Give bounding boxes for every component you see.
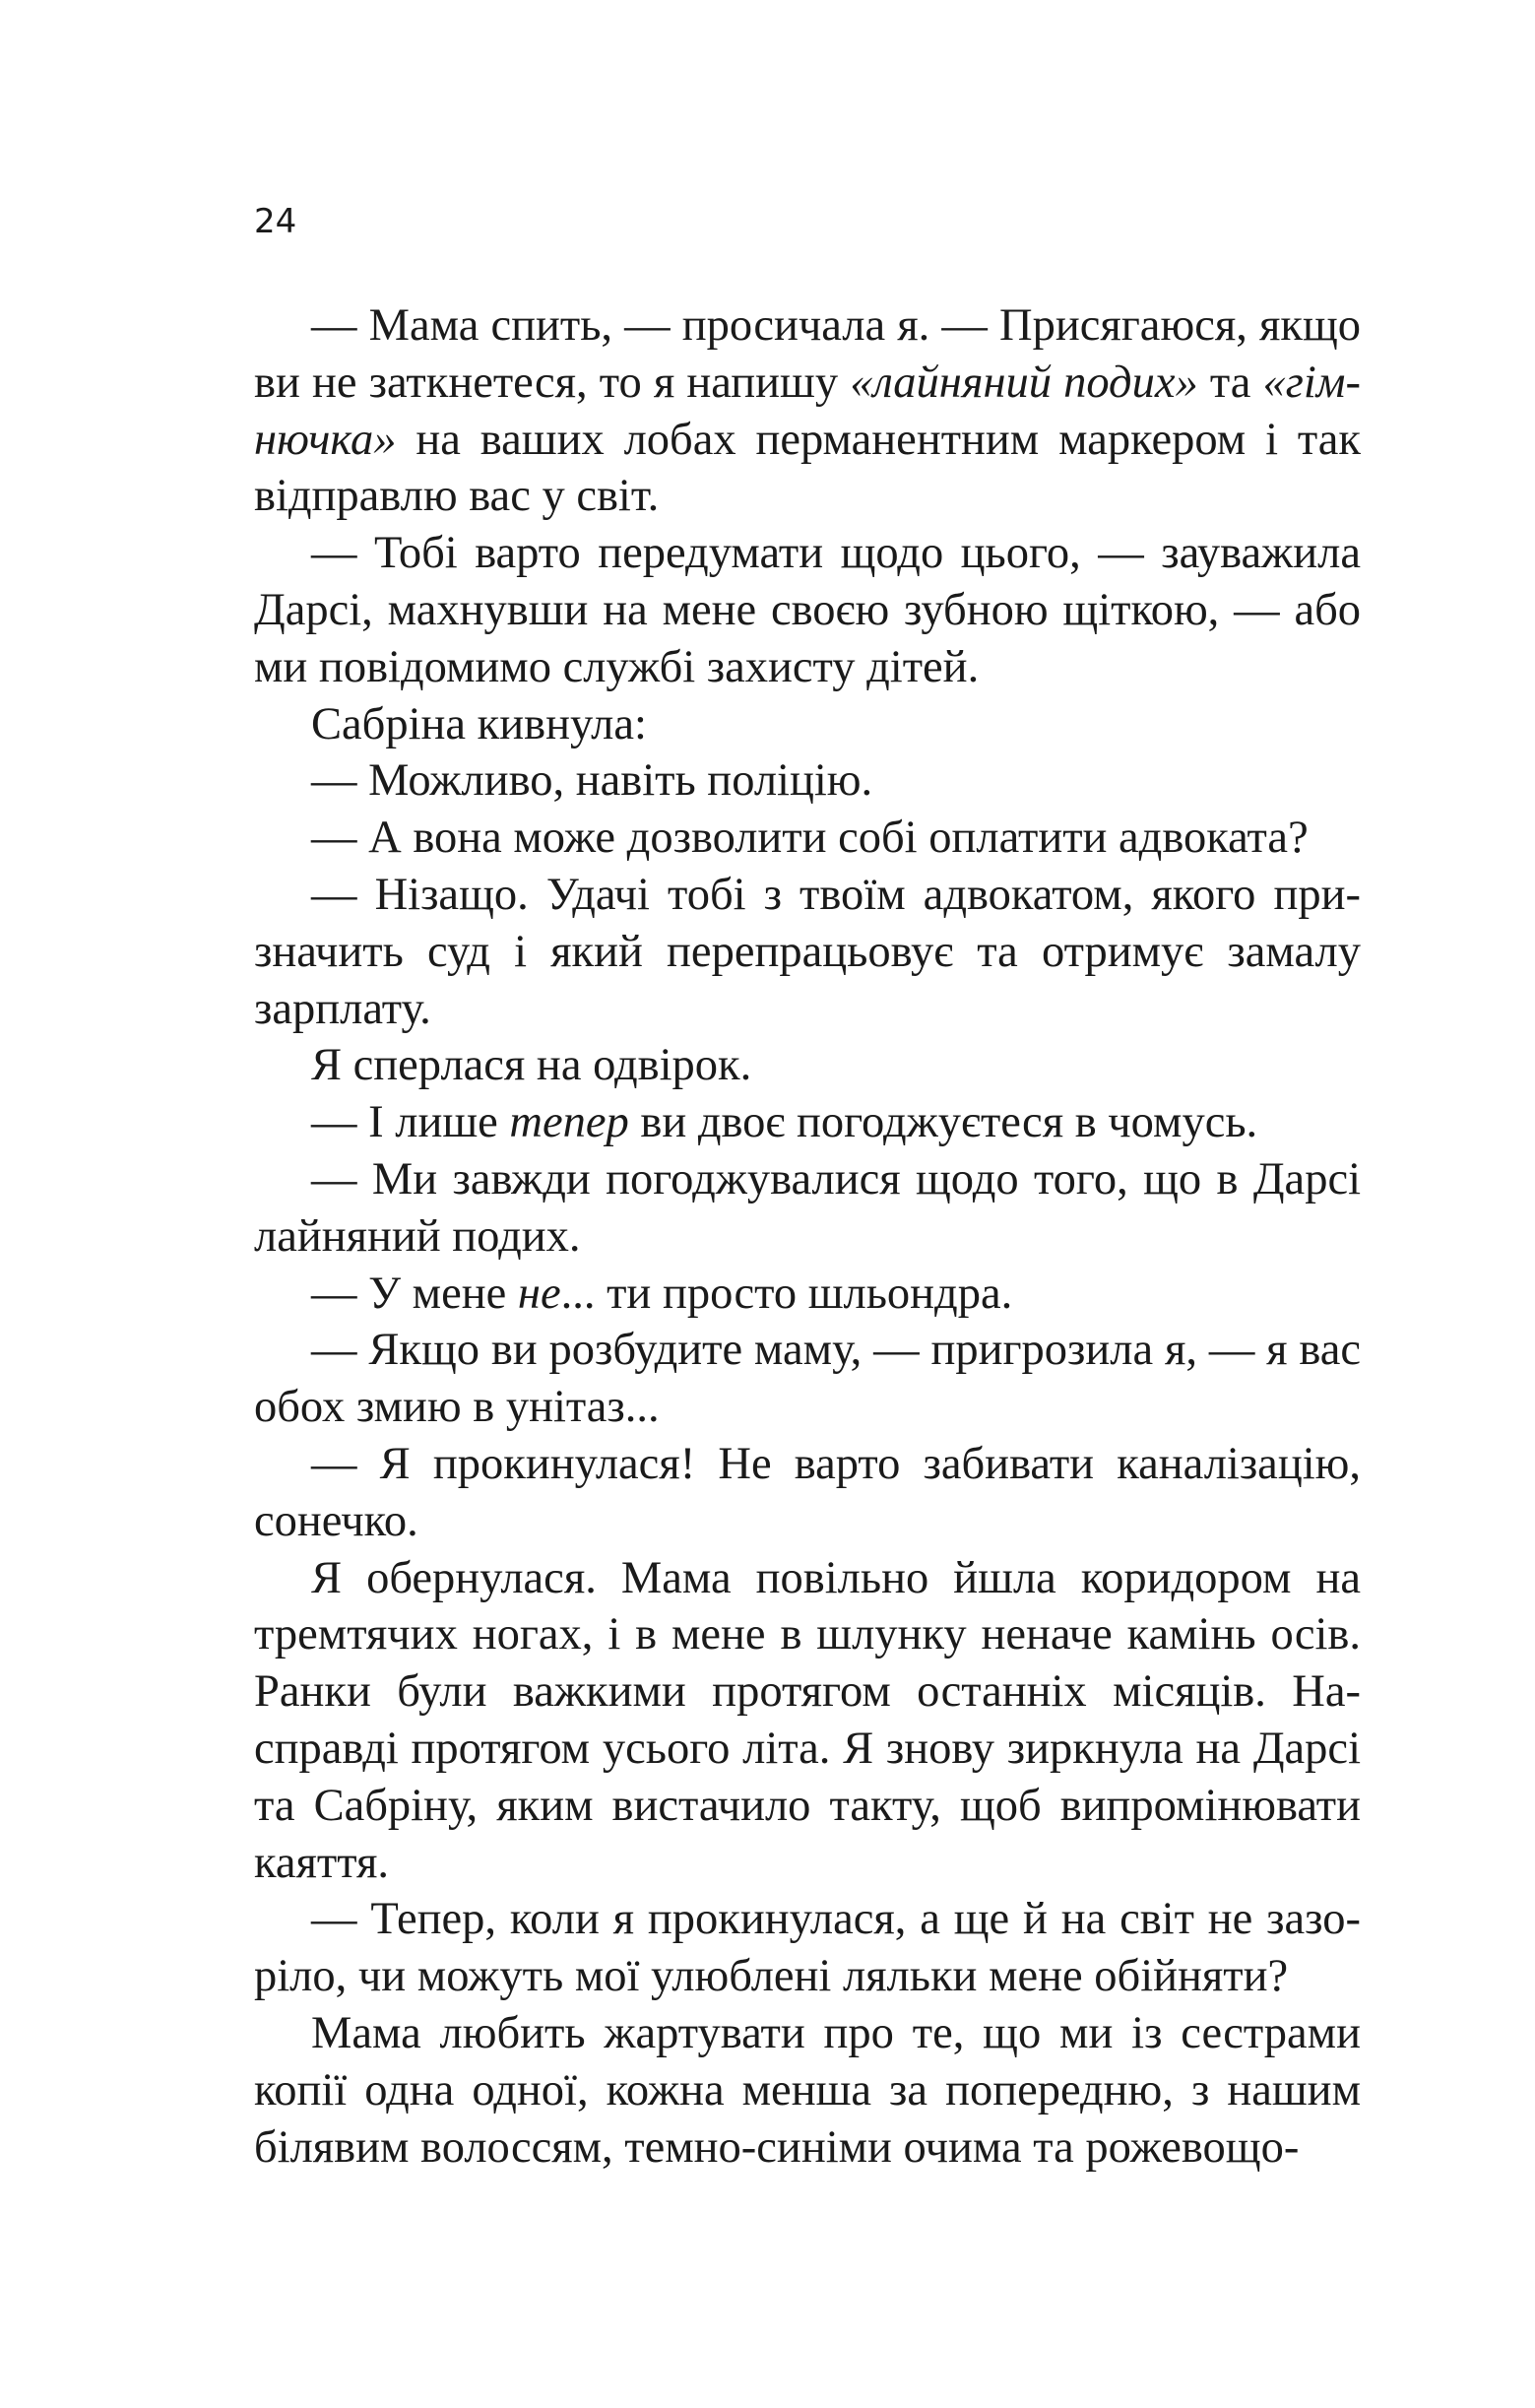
text-run: ви двоє погоджуєтеся в чомусь. bbox=[628, 1097, 1258, 1148]
text-run: — Тепер, коли я прокинулася, а ще й на світ не зазоріло, чи можуть мої улюблені ляльки мене обійняти? bbox=[254, 1894, 1361, 2002]
paragraph bbox=[254, 1266, 1361, 1323]
paragraph bbox=[254, 525, 1361, 695]
text-run: Сабріна кивнула: bbox=[311, 698, 647, 749]
paragraph bbox=[254, 752, 1361, 810]
paragraph bbox=[254, 1151, 1361, 1266]
text-run: — У мене bbox=[311, 1268, 518, 1319]
text-run: — Якщо ви розбудите маму, — пригрозила я, — я вас обох змию в унітаз... bbox=[254, 1325, 1361, 1433]
text-run: — Нізащо. Удачі тобі з твоїм адвокатом, якого призначить суд і який перепрацьовує та отримує замалу зарплату. bbox=[254, 869, 1361, 1034]
text-run: на ваших лобах перманентним маркером і так відправлю вас у світ. bbox=[254, 414, 1361, 522]
page-body-text bbox=[254, 297, 1361, 2176]
paragraph bbox=[254, 1037, 1361, 1094]
text-run: — Можливо, навіть поліцію. bbox=[311, 755, 873, 807]
italic-text: не bbox=[517, 1268, 561, 1319]
text-run: Я сперлася на одвірок. bbox=[311, 1040, 752, 1091]
paragraph bbox=[254, 1436, 1361, 1550]
italic-text: «лайняний подих» bbox=[850, 357, 1198, 408]
page-number: 24 bbox=[254, 202, 297, 241]
paragraph bbox=[254, 1550, 1361, 1892]
text-run: ... ти просто шльондра. bbox=[560, 1268, 1013, 1319]
paragraph bbox=[254, 1891, 1361, 2005]
text-run: та bbox=[1197, 357, 1263, 408]
paragraph bbox=[254, 297, 1361, 525]
paragraph bbox=[254, 810, 1361, 867]
text-run: — Ми завжди погоджувалися щодо того, що в Дарсі лайняний подих. bbox=[254, 1153, 1361, 1262]
text-run: — Мама спить, — просичала я. — Присягаюся, якщо ви не заткнетеся, то я напишу bbox=[254, 300, 1361, 408]
paragraph bbox=[254, 1322, 1361, 1436]
text-run: — Тобі варто передумати щодо цього, — зауважила Дарсі, махнувши на мене своєю зубною щіткою, — або ми повідомимо службі захисту дітей. bbox=[254, 528, 1361, 692]
text-run: — Я прокинулася! Не варто забивати каналізацію, сонечко. bbox=[254, 1438, 1361, 1546]
italic-text: «гімнючка» bbox=[254, 357, 1361, 465]
paragraph bbox=[254, 867, 1361, 1037]
text-run: — І лише bbox=[311, 1097, 510, 1148]
paragraph bbox=[254, 2005, 1361, 2176]
italic-text: тепер bbox=[509, 1097, 629, 1148]
text-run: — А вона може дозволити собі оплатити адвоката? bbox=[311, 813, 1309, 864]
paragraph bbox=[254, 1094, 1361, 1151]
paragraph bbox=[254, 696, 1361, 753]
text-run: Мама любить жартувати про те, що ми із сестрами копії одна одної, кожна менша за попередню, з нашим білявим волоссям, темно-синіми очима та рожевощо- bbox=[254, 2007, 1361, 2173]
text-run: Я обернулася. Мама повільно йшла коридором на тремтячих ногах, і в мене в шлунку неначе камінь осів. Ранки були важкими протягом останніх місяців. Насправді протягом усього літа. Я знову зиркнула на Дарсі та Сабріну, яким вистачило такту, щоб випромінювати каяття. bbox=[254, 1552, 1361, 1888]
